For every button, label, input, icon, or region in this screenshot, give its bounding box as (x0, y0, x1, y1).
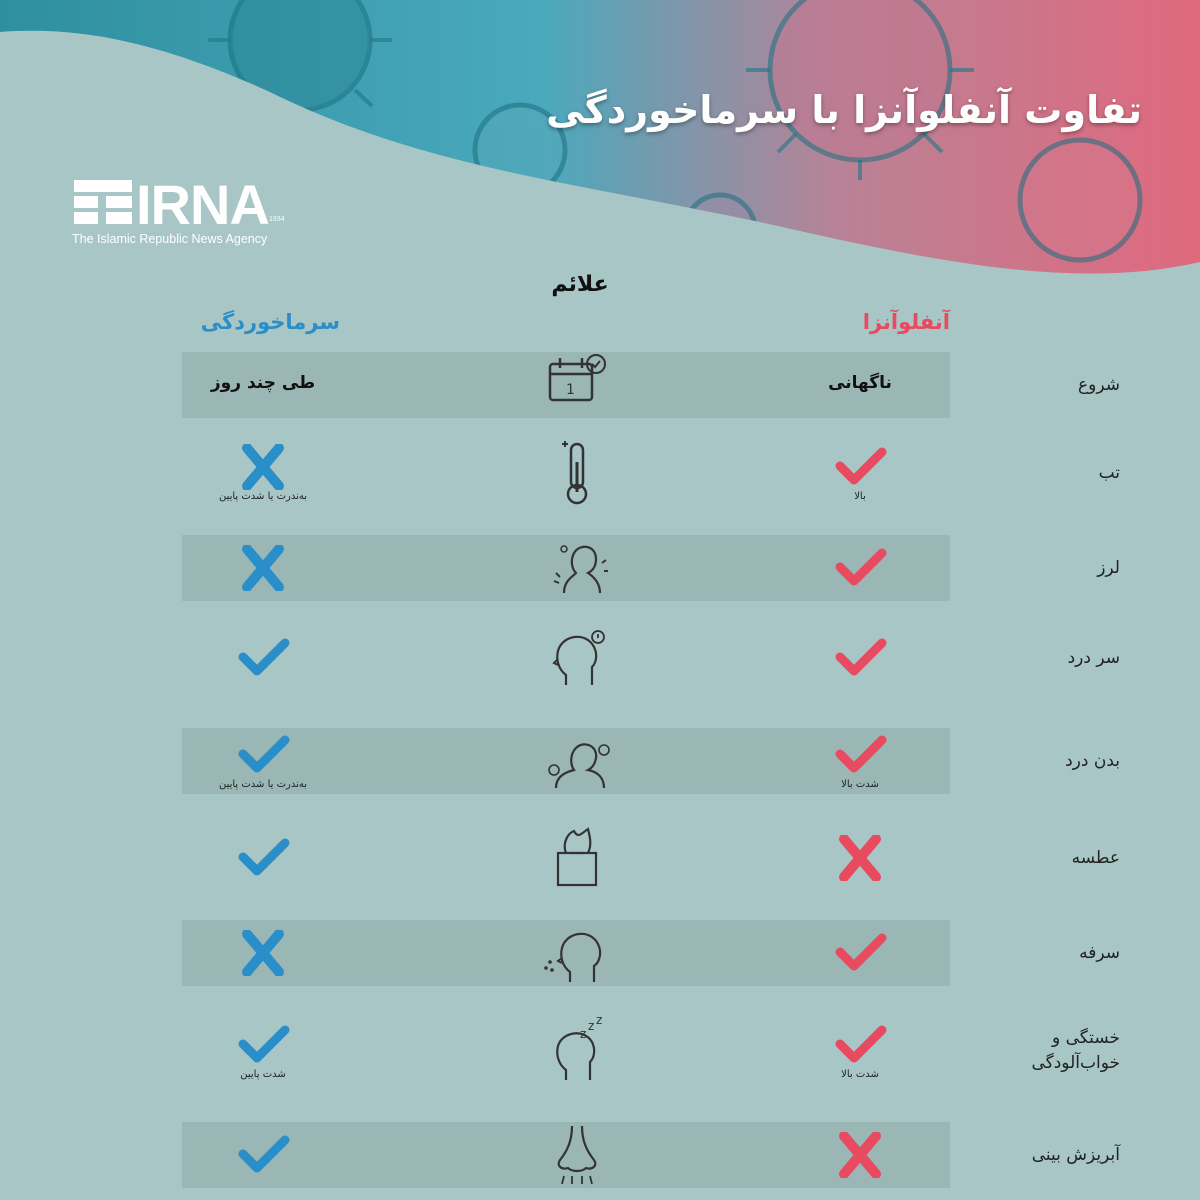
calendar-icon (542, 350, 612, 420)
flu-check-icon (830, 930, 890, 976)
cold-check-icon (233, 635, 293, 681)
svg-text:z: z (588, 1019, 595, 1033)
flu-check-icon (830, 732, 890, 778)
flu-onset-text: ناگهانی (828, 373, 892, 393)
nose-icon (542, 1120, 612, 1190)
thermometer-icon (542, 438, 612, 508)
page-title: تفاوت آنفلوآنزا با سرماخوردگی (546, 88, 1142, 132)
body-ache-icon (542, 726, 612, 796)
row-label: شروع (1078, 375, 1120, 395)
cough-icon (542, 918, 612, 988)
row-label: آبریزش بینی (1031, 1145, 1120, 1165)
flu-cross-icon (830, 1132, 890, 1178)
cold-onset-text: طی چند روز (210, 373, 316, 393)
cold-note: شدت پایین (240, 1069, 286, 1080)
flu-cross-icon (830, 835, 890, 881)
row-label: بدن درد (1065, 751, 1120, 771)
svg-text:z: z (580, 1027, 587, 1041)
svg-text:z: z (596, 1016, 603, 1027)
svg-text:1: 1 (566, 382, 575, 398)
row-label: سر درد (1067, 648, 1120, 668)
row-label: خستگی و خواب‌آلودگی (1031, 1028, 1120, 1073)
flu-check-icon (830, 444, 890, 490)
logo-wordmark: IRNA (136, 173, 269, 236)
flu-check-icon (830, 1022, 890, 1068)
row-label: عطسه (1071, 848, 1120, 868)
row-label: لرز (1097, 558, 1120, 578)
flu-check-icon (830, 635, 890, 681)
flu-check-icon (830, 545, 890, 591)
irna-logo (72, 173, 294, 250)
cold-cross-icon (233, 545, 293, 591)
logo-year: 1934 (269, 216, 285, 223)
shivering-icon (542, 533, 612, 603)
cold-column-heading: سرماخوردگی (200, 310, 340, 334)
cold-check-icon (233, 835, 293, 881)
cold-note: به‌ندرت یا شدت پایین (218, 491, 308, 502)
cold-check-icon (233, 732, 293, 778)
logo-tagline: The Islamic Republic News Agency (72, 232, 268, 246)
cold-note: به‌ندرت یا شدت پایین (218, 779, 308, 790)
headache-icon (542, 623, 612, 693)
flu-note: بالا (854, 491, 866, 502)
flu-column-heading: آنفلوآنزا (862, 310, 950, 334)
cold-check-icon (233, 1132, 293, 1178)
cold-cross-icon (233, 444, 293, 490)
cold-cross-icon (233, 930, 293, 976)
row-label: تب (1098, 463, 1120, 483)
irna-emblem-icon (72, 178, 134, 230)
symptoms-heading: علائم (551, 272, 609, 297)
flu-note: شدت بالا (841, 1069, 879, 1080)
row-label: سرفه (1079, 943, 1120, 963)
flu-note: شدت بالا (841, 779, 879, 790)
tissue-box-icon (542, 823, 612, 893)
sleep-icon (542, 1016, 612, 1086)
cold-check-icon (233, 1022, 293, 1068)
